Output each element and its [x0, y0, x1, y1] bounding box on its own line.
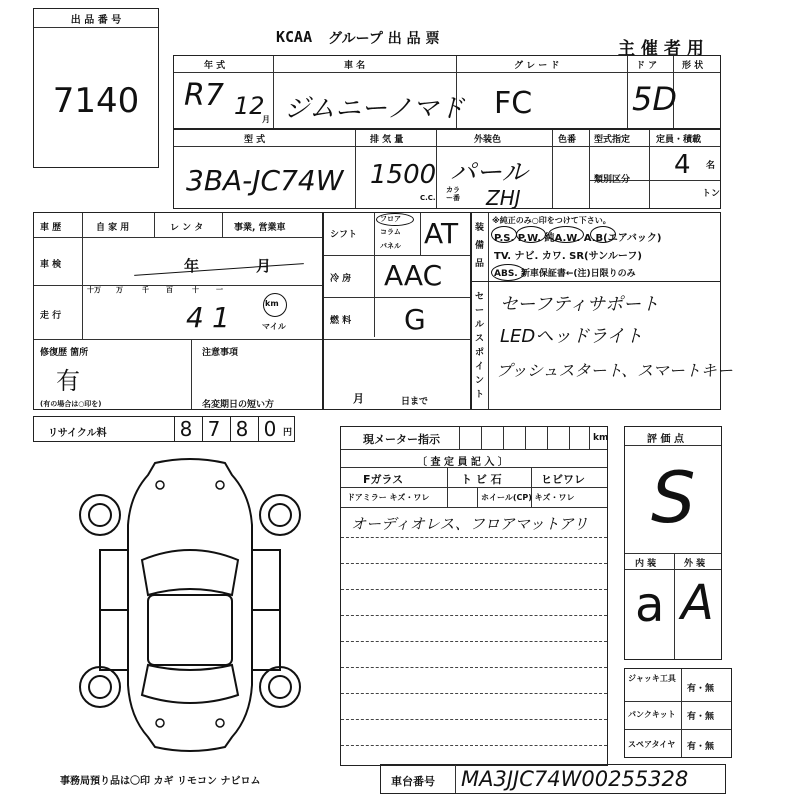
shift-panel: パネル [380, 242, 401, 250]
mileage-digit-10: 4 [186, 301, 204, 334]
model-label: 型 式 [244, 135, 266, 145]
puncture-label: パンクキット [628, 710, 676, 719]
shift-label: シフト [330, 230, 358, 240]
unit-100: 百 [166, 286, 173, 294]
equipment-line1: P.S. P.W. 純A.W. A.B(エアバック) [494, 233, 662, 244]
short-note-day: 日まで [401, 397, 429, 407]
inspection-month-mark: 月 [256, 257, 272, 275]
puncture-choice: 有・無 [687, 712, 715, 722]
recycle-fee-row [33, 416, 295, 442]
year-value: R7 [184, 78, 224, 113]
car-damage-diagram [60, 455, 320, 755]
year-label: 年 式 [204, 61, 226, 71]
glass-label: Fガラス [363, 473, 404, 486]
chip-label: ト ビ 石 [461, 473, 502, 486]
doors-value: 5D [632, 80, 677, 118]
shape-label: 形 状 [682, 61, 704, 71]
recycle-digit-4: 0 [258, 417, 281, 441]
displacement-label: 排 気 量 [370, 135, 404, 145]
inspection-strike [134, 263, 304, 276]
inspector-block [340, 426, 608, 766]
crack-label: ヒビワレ [541, 473, 585, 486]
wheel-label: ホイール(CP) キズ・ワレ [481, 493, 575, 502]
row-model [173, 129, 721, 209]
inspector-heading: 〔 査 定 員 記 入 〕 [417, 457, 508, 468]
recycle-label: リサイクル料 [48, 428, 107, 439]
month-value: 12 [234, 92, 265, 120]
exterior-score: A [681, 575, 714, 631]
grade-value: FC [494, 86, 533, 121]
type-spec-label: 型式指定 [594, 135, 631, 145]
equipment-line3: ABS. 新車保証書←(注)日限りのみ [494, 269, 636, 279]
tools-block [624, 668, 732, 758]
jack-choice: 有・無 [687, 684, 715, 694]
yen-label: 円 [283, 428, 293, 438]
short-note-label: 名変期日の短い方 [202, 400, 275, 410]
shift-floor: フロア [380, 215, 401, 223]
interior-label: 内 装 [635, 559, 657, 569]
history-block [33, 212, 323, 410]
sales-points-block [471, 282, 733, 410]
business-use: 事業, 営業車 [234, 223, 286, 233]
chassis-label: 車台番号 [391, 775, 435, 788]
rental-use: レ ン タ [170, 223, 204, 233]
repair-note: (有の場合は○印を) [40, 400, 102, 408]
shift-column: コラム [380, 228, 401, 236]
meter-km: km [593, 433, 609, 443]
car-name-value: ジムニーノマド [284, 94, 465, 124]
sales-point-1: セーフティサポート [500, 294, 659, 315]
shift-block [323, 212, 471, 410]
mirror-label: ドアミラー キズ・ワレ [347, 493, 430, 502]
shift-value: AT [424, 217, 459, 250]
recycle-digit-2: 7 [202, 417, 225, 441]
equipment-side-label: 装備品 [475, 223, 485, 269]
short-note-month: 月 [353, 392, 364, 405]
displacement-value: 1500 [370, 160, 437, 190]
fuel-label: 燃 料 [330, 316, 352, 326]
unit-1k: 千 [142, 286, 149, 294]
equipment-block [471, 212, 721, 282]
ac-value: AAC [384, 259, 443, 292]
class-label: 類別区分 [594, 175, 631, 185]
mileage-label: 走 行 [40, 311, 62, 321]
header-title: グループ 出 品 票 [328, 31, 440, 47]
repair-value: 有 [56, 367, 80, 395]
inspection-year-mark: 年 [184, 257, 200, 275]
color-value: パール [450, 158, 528, 188]
seats-value: 4 [674, 150, 691, 180]
repair-label: 修復歴 箇所 [40, 348, 89, 358]
exterior-label: 外 装 [684, 559, 706, 569]
sales-point-2: LEDヘッドライト [500, 326, 643, 347]
private-use: 自 家 用 [96, 223, 130, 233]
header-role: 主 催 者 用 [618, 39, 704, 59]
spare-label: スペアタイヤ [628, 740, 676, 749]
sales-point-3: プッシュスタート、スマートキー [496, 361, 733, 380]
fuel-value: G [404, 303, 426, 336]
ac-label: 冷 房 [330, 274, 352, 284]
color-code-value: ZHJ [486, 186, 521, 210]
jack-label: ジャッキ工具 [628, 674, 676, 683]
model-value: 3BA-JC74W [186, 164, 344, 197]
seats-label: 定員・積載 [656, 135, 702, 145]
sales-side-label: セールスポイント [475, 292, 485, 400]
mileage-digit-1: 1 [212, 301, 230, 334]
seats-unit: 名 [706, 161, 716, 171]
mileage-digits [82, 285, 232, 339]
chassis-number: MA3JJC74W00255328 [461, 767, 689, 791]
meter-label: 現メーター指示 [363, 433, 440, 446]
mile-label: マイル [262, 322, 286, 331]
header-brand: KCAA [276, 28, 313, 46]
row-vehicle [173, 55, 721, 129]
unit-100k: 十万 [87, 286, 101, 294]
color-no-label: 色番 [558, 135, 577, 145]
month-unit: 月 [262, 115, 270, 124]
meter-digits [459, 427, 589, 449]
tons-unit: トン [702, 189, 721, 199]
unit-10k: 万 [116, 286, 123, 294]
recycle-digit-1: 8 [174, 417, 197, 441]
color-code-label: カラー番 [446, 186, 460, 202]
doors-label: ド ア [636, 61, 658, 71]
history-label: 車 歴 [40, 223, 62, 233]
inspector-comment: オーディオレス、フロアマットアリ [351, 515, 589, 533]
lot-number-box [33, 8, 159, 168]
equipment-line2: TV. ナビ. カワ. SR(サンルーフ) [494, 251, 642, 262]
score-value: S [651, 457, 696, 539]
color-label: 外装色 [474, 135, 502, 145]
cc-label: C.C. [420, 194, 436, 202]
score-label: 評 価 点 [647, 434, 684, 445]
spare-choice: 有・無 [687, 742, 715, 752]
equipment-note: ※純正のみ○印をつけて下さい。 [492, 216, 611, 225]
lot-number: 7140 [52, 81, 140, 121]
km-label: km [265, 299, 279, 308]
score-block [624, 426, 722, 660]
chassis-box [380, 764, 726, 794]
comment-lines [341, 507, 607, 765]
unit-1: 一 [216, 286, 223, 294]
recycle-digit-3: 8 [230, 417, 253, 441]
grade-label: グ レ ー ド [514, 61, 560, 71]
lot-number-label: 出 品 番 号 [70, 15, 122, 26]
name-label: 車 名 [344, 61, 366, 71]
interior-score: a [635, 577, 665, 633]
notes-label: 注意事項 [202, 348, 239, 358]
inspection-label: 車 検 [40, 260, 62, 270]
footer-keys: 事務局預り品は〇印 カギ リモコン ナビロム [60, 776, 261, 787]
unit-10: 十 [192, 286, 199, 294]
